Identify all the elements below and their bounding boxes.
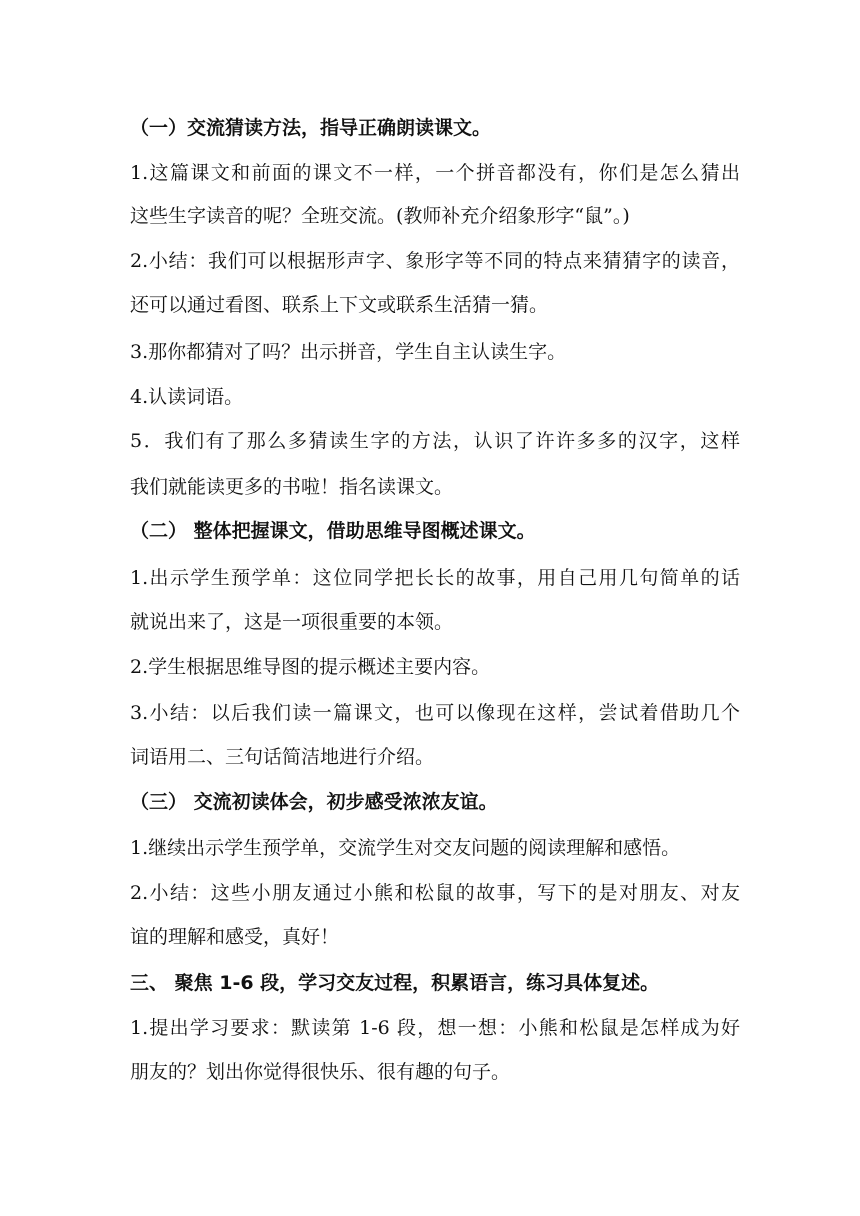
paragraph-line: 还可以通过看图、联系上下文或联系生活猜一猜。 (130, 294, 549, 316)
paragraph-line: 1.提出学习要求：默读第 1-6 段，想一想：小熊和松鼠是怎样成为好 (130, 1017, 740, 1039)
section-heading-2: （二） 整体把握课文，借助思维导图概述课文。 (130, 520, 536, 542)
paragraph-line: 2.小结：这些小朋友通过小熊和松鼠的故事，写下的是对朋友、对友 (130, 882, 740, 904)
paragraph-line: 4.认读词语。 (130, 386, 244, 408)
paragraph-line: 谊的理解和感受，真好！ (130, 926, 340, 948)
section-heading-1: （一）交流猜读方法，指导正确朗读课文。 (130, 117, 492, 139)
paragraph-line: 1.继续出示学生预学单，交流学生对交友问题的阅读理解和感悟。 (130, 837, 681, 859)
section-heading-3: （三） 交流初读体会，初步感受浓浓友谊。 (130, 791, 498, 813)
paragraph-line: 3.那你都猜对了吗？出示拼音，学生自主认读生字。 (130, 341, 567, 363)
paragraph-line: 2.学生根据思维导图的提示概述主要内容。 (130, 656, 491, 678)
paragraph-line: 1.这篇课文和前面的课文不一样，一个拼音都没有，你们是怎么猜出 (130, 162, 740, 184)
paragraph-line: 2.小结：我们可以根据形声字、象形字等不同的特点来猜猜字的读音， (130, 250, 740, 272)
paragraph-line: 5．我们有了那么多猜读生字的方法，认识了许许多多的汉字，这样 (130, 430, 740, 452)
paragraph-line: 这些生字读音的呢？全班交流。(教师补充介绍象形字“鼠”。) (130, 205, 630, 227)
section-heading-4: 三、 聚焦 1-6 段，学习交友过程，积累语言，练习具体复述。 (130, 972, 660, 994)
paragraph-line: 我们就能读更多的书啦！指名读课文。 (130, 476, 454, 498)
paragraph-line: 朋友的？划出你觉得很快乐、很有趣的句子。 (130, 1061, 511, 1083)
paragraph-line: 就说出来了，这是一项很重要的本领。 (130, 611, 454, 633)
paragraph-line: 词语用二、三句话简洁地进行介绍。 (130, 746, 435, 768)
paragraph-line: 1.出示学生预学单：这位同学把长长的故事，用自己用几句简单的话 (130, 567, 740, 589)
paragraph-line: 3.小结：以后我们读一篇课文，也可以像现在这样，尝试着借助几个 (130, 702, 740, 724)
